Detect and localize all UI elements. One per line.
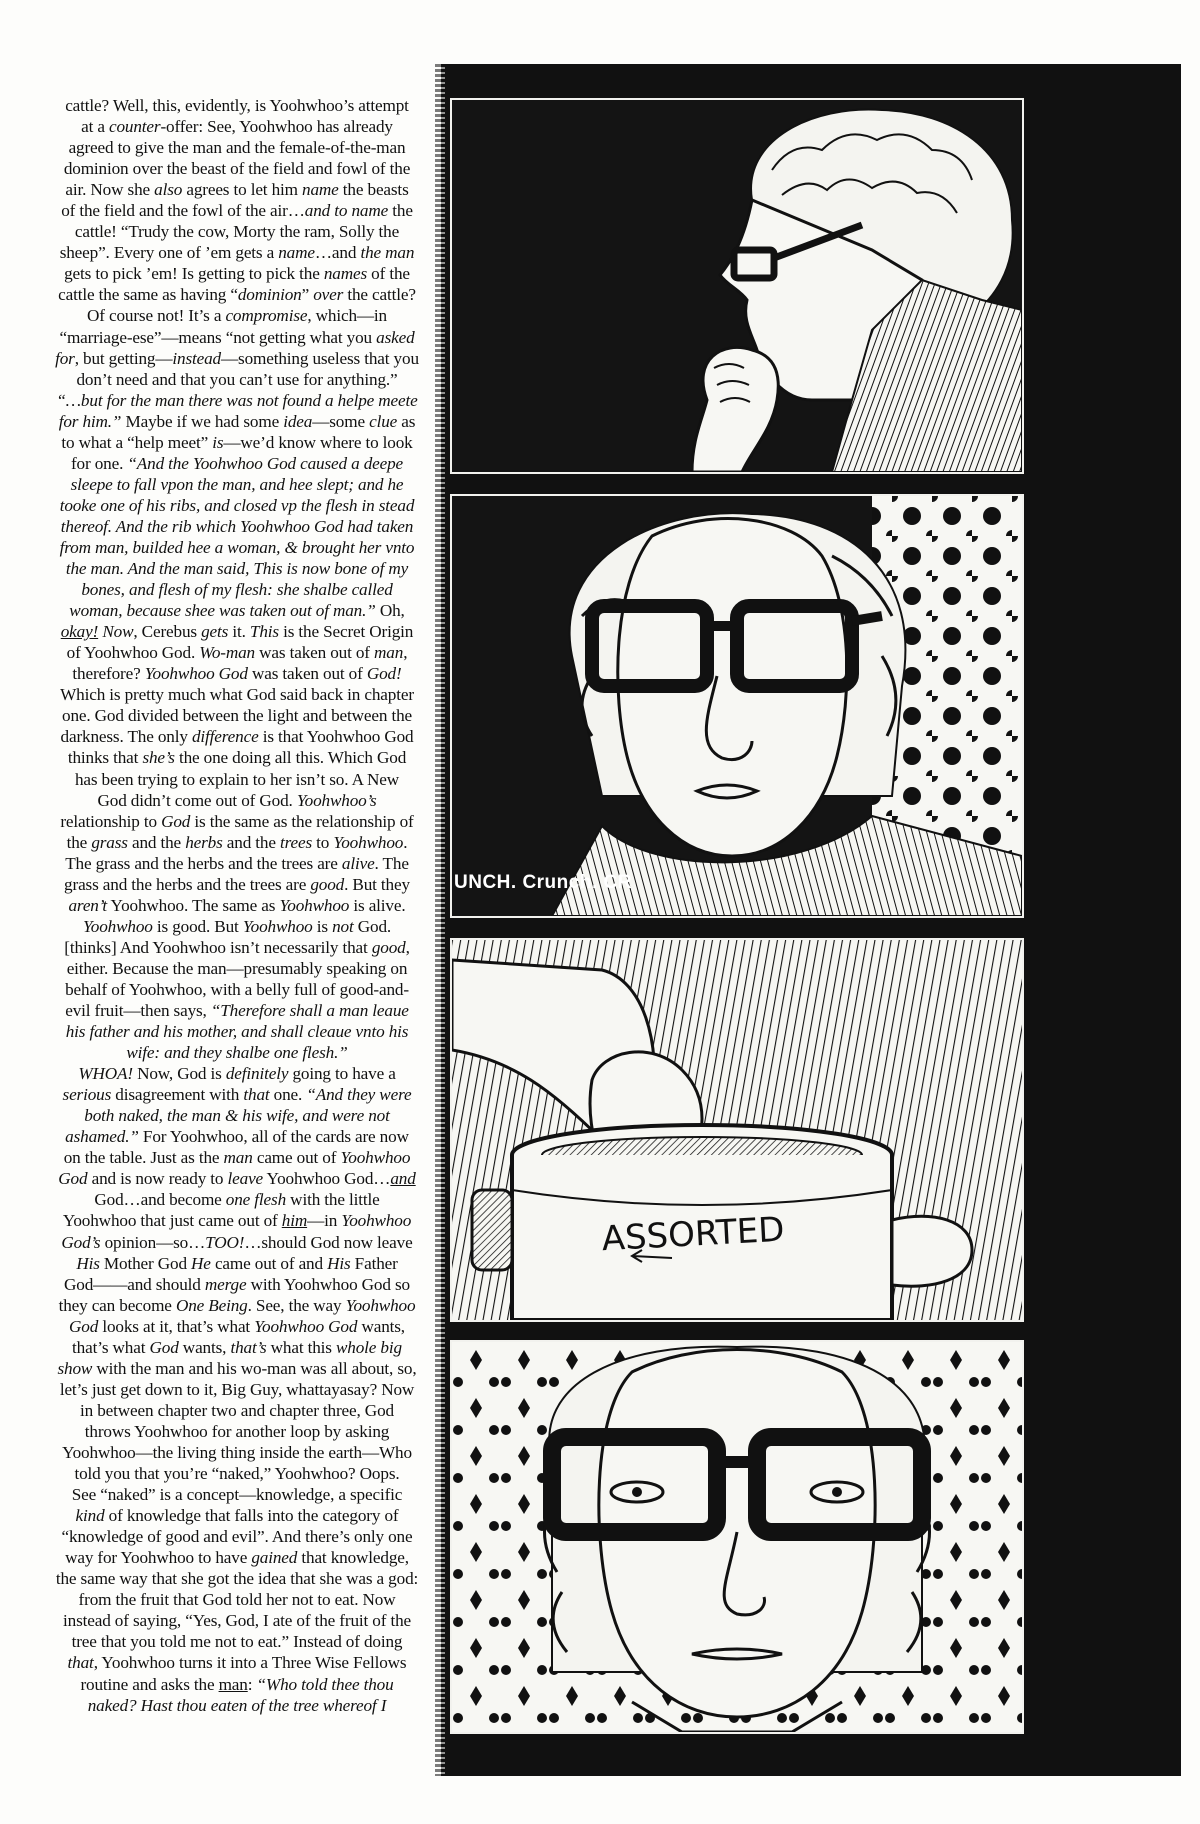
prose-italic: God bbox=[149, 1337, 179, 1357]
prose-italic: God bbox=[58, 1169, 88, 1189]
prose-line bbox=[36, 1526, 438, 1547]
prose-italic: counter bbox=[108, 117, 161, 137]
prose-text: Yoohwhoo—the living thing inside the earth—Who bbox=[62, 1443, 412, 1462]
prose-text: in between chapter two and chapter three, God bbox=[80, 1400, 394, 1420]
prose-text: with the little bbox=[286, 1190, 380, 1210]
prose-text: cattle the same as having “ bbox=[58, 285, 238, 305]
prose-line bbox=[36, 1295, 438, 1316]
prose-text: instead of saying, “Yes, God, I ate of the fruit of the bbox=[63, 1611, 411, 1631]
prose-text: was taken out of bbox=[255, 643, 375, 663]
prose-line bbox=[36, 158, 438, 179]
prose-text: don’t need and that you can’t use for anything.” bbox=[76, 369, 398, 389]
prose-text: See “naked” is a concept—knowledge, a specific bbox=[71, 1485, 403, 1505]
prose-line bbox=[36, 1063, 438, 1084]
prose-italic: both naked, the man & his wife, and were not bbox=[84, 1106, 390, 1126]
prose-italic: man bbox=[374, 643, 404, 663]
prose-text: . But they bbox=[344, 874, 410, 894]
prose-text: grass and the herbs and the trees are bbox=[64, 874, 311, 894]
prose-line bbox=[36, 1105, 438, 1126]
prose-italic: Yoohwhoo God bbox=[144, 664, 248, 684]
prose-italic: bones, and flesh of my flesh: she shalbe called bbox=[81, 580, 393, 600]
prose-text: the same way that she got the idea that she was a god: bbox=[55, 1569, 419, 1589]
prose-line bbox=[36, 369, 438, 390]
prose-italic: for him.” bbox=[58, 411, 122, 431]
prose-text: tree that you told me not to eat.” Instead of doing bbox=[71, 1632, 403, 1652]
prose-italic: alive bbox=[341, 853, 375, 873]
prose-italic: serious bbox=[62, 1085, 112, 1105]
prose-italic: God bbox=[69, 1316, 99, 1336]
prose-italic: wife: and they shalbe one flesh.” bbox=[126, 1043, 348, 1063]
prose-text: one. bbox=[269, 1085, 307, 1105]
prose-text: of knowledge that falls into the category of bbox=[104, 1506, 399, 1526]
prose-text: —something useless that you bbox=[221, 348, 419, 368]
prose-line bbox=[36, 1337, 438, 1358]
prose-italic: show bbox=[57, 1358, 93, 1378]
prose-text: cattle? Well, this, evidently, is Yoohwhoo’s attempt bbox=[65, 96, 409, 115]
prose-italic: is bbox=[212, 432, 224, 452]
prose-italic: aren’t bbox=[68, 895, 108, 915]
prose-text: —we’d know where to look bbox=[223, 432, 413, 452]
prose-text: Yoohwhoo that just came out of bbox=[62, 1211, 282, 1231]
prose-italic: WHOA! bbox=[78, 1064, 133, 1084]
prose-line bbox=[36, 1631, 438, 1652]
prose-italic: God! bbox=[366, 664, 402, 684]
prose-line bbox=[36, 1400, 438, 1421]
prose-line bbox=[36, 221, 438, 242]
prose-text: Yoohwhoo God… bbox=[263, 1169, 391, 1189]
prose-italic: God’s bbox=[61, 1232, 101, 1252]
prose-text: Which is pretty much what God said back in chapter bbox=[60, 685, 414, 705]
prose-italic: difference bbox=[191, 727, 259, 747]
prose-line bbox=[36, 579, 438, 600]
prose-text: opinion—so… bbox=[100, 1232, 206, 1252]
prose-line bbox=[36, 1505, 438, 1526]
prose-text: it. bbox=[228, 622, 250, 642]
prose-italic: Yoohwhoo bbox=[242, 916, 313, 936]
prose-text: from the fruit that God told her not to eat. Now bbox=[78, 1590, 396, 1610]
prose-italic: name bbox=[302, 180, 339, 200]
front-face-staring-drawing bbox=[452, 1342, 1022, 1732]
prose-text: is bbox=[312, 916, 333, 936]
prose-italic: “And they were bbox=[306, 1085, 412, 1105]
prose-line bbox=[36, 95, 438, 116]
prose-italic: one flesh bbox=[225, 1190, 287, 1210]
prose-line bbox=[36, 1316, 438, 1337]
prose-italic: Yoohwhoo bbox=[279, 895, 350, 915]
prose-line bbox=[36, 1189, 438, 1210]
prose-line bbox=[36, 242, 438, 263]
prose-italic: kind bbox=[75, 1506, 105, 1526]
prose-text: , Yoohwhoo turns it into a Three Wise Fellows bbox=[93, 1653, 407, 1673]
prose-text: ” bbox=[301, 285, 314, 305]
prose-text: disagreement with bbox=[111, 1085, 244, 1105]
prose-italic: and to name bbox=[304, 201, 389, 221]
prose-italic: Wo-man bbox=[199, 643, 256, 663]
prose-text: came out of bbox=[252, 1148, 341, 1168]
prose-text: is the Secret Origin bbox=[278, 622, 414, 642]
prose-italic: Yoohwhoo bbox=[345, 1295, 416, 1315]
prose-italic: trees bbox=[280, 832, 313, 852]
prose-line bbox=[36, 284, 438, 305]
prose-line bbox=[36, 874, 438, 895]
prose-line bbox=[36, 263, 438, 284]
prose-italic: compromise bbox=[225, 306, 308, 326]
prose-line bbox=[36, 811, 438, 832]
prose-line bbox=[36, 1568, 438, 1589]
prose-italic: that bbox=[67, 1653, 94, 1673]
prose-text: to bbox=[312, 832, 334, 852]
prose-text: let’s just get down to it, Big Guy, whattayasay? Now bbox=[59, 1379, 415, 1399]
prose-text: God. bbox=[353, 916, 392, 936]
prose-italic: leave bbox=[227, 1169, 264, 1189]
prose-italic: not bbox=[332, 916, 354, 936]
prose-text: —in bbox=[307, 1211, 342, 1231]
prose-italic: definitely bbox=[225, 1064, 289, 1084]
prose-text: air. Now she bbox=[65, 180, 155, 200]
prose-line bbox=[36, 1484, 438, 1505]
prose-line bbox=[36, 979, 438, 1000]
prose-text: cattle! “Trudy the cow, Morty the ram, Solly the bbox=[74, 222, 400, 242]
prose-line bbox=[36, 411, 438, 432]
prose-text: Yoohwhoo. The same as bbox=[107, 895, 280, 915]
prose-text: : bbox=[247, 1674, 257, 1694]
panel-hand-in-jar bbox=[450, 938, 1024, 1322]
prose-line bbox=[36, 1000, 438, 1021]
prose-italic: over bbox=[313, 285, 344, 305]
prose-italic: that’s bbox=[230, 1337, 267, 1357]
prose-italic: Now bbox=[102, 622, 134, 642]
prose-text: God didn’t come out of God. bbox=[97, 790, 297, 810]
prose-text: and the bbox=[222, 832, 280, 852]
prose-line bbox=[36, 474, 438, 495]
prose-text: evil fruit—then says, bbox=[65, 1001, 211, 1021]
prose-text: therefore? bbox=[72, 664, 145, 684]
panel-profile-biting-nails bbox=[450, 98, 1024, 474]
prose-italic: naked? Hast thou eaten of the tree whereof I bbox=[87, 1695, 387, 1715]
prose-line bbox=[36, 621, 438, 642]
prose-text: on the table. Just as the bbox=[63, 1148, 224, 1168]
prose-italic: that bbox=[243, 1085, 270, 1105]
prose-line bbox=[36, 705, 438, 726]
prose-text: , but getting— bbox=[74, 348, 173, 368]
prose-text: of the bbox=[367, 264, 410, 284]
prose-line bbox=[36, 663, 438, 684]
prose-line bbox=[36, 1021, 438, 1042]
prose-text: , Cerebus bbox=[133, 622, 202, 642]
prose-text: agreed to give the man and the female-of-the-man bbox=[68, 138, 406, 158]
prose-line bbox=[36, 327, 438, 348]
prose-italic: Yoohwhoo bbox=[340, 1148, 411, 1168]
prose-italic-underline: him bbox=[281, 1211, 308, 1231]
prose-text: the bbox=[66, 832, 92, 852]
prose-text: -offer: See, Yoohwhoo has already bbox=[160, 117, 393, 137]
prose-text: that knowledge, bbox=[297, 1548, 409, 1568]
prose-line bbox=[36, 1126, 438, 1147]
prose-italic: Yoohwhoo God bbox=[254, 1316, 358, 1336]
prose-line bbox=[36, 600, 438, 621]
prose-text: the cattle? bbox=[343, 285, 416, 305]
prose-line bbox=[36, 1232, 438, 1253]
prose-text: to what a “help meet” bbox=[61, 432, 213, 452]
prose-line bbox=[36, 1147, 438, 1168]
prose-text: …should God now leave bbox=[244, 1232, 413, 1252]
prose-text: , bbox=[405, 937, 410, 957]
prose-text: throws Yoohwhoo for another loop by asking bbox=[84, 1421, 390, 1441]
prose-line bbox=[36, 390, 438, 411]
prose-line bbox=[36, 1042, 438, 1063]
prose-text: agrees to let him bbox=[182, 180, 303, 200]
prose-text: for one. bbox=[70, 453, 128, 473]
prose-text: Oh, bbox=[375, 601, 405, 621]
prose-text: of Yoohwhoo God. bbox=[66, 643, 200, 663]
prose-line bbox=[36, 200, 438, 221]
prose-line bbox=[36, 1274, 438, 1295]
prose-text: sheep”. Every one of ’em gets a bbox=[59, 243, 279, 263]
prose-text: behalf of Yoohwhoo, with a belly full of good-and- bbox=[65, 979, 409, 999]
prose-italic: “Who told thee thou bbox=[256, 1674, 394, 1694]
prose-italic: “…but for the man there was not found a helpe meete bbox=[56, 390, 418, 410]
prose-line bbox=[36, 537, 438, 558]
prose-line bbox=[36, 137, 438, 158]
prose-line bbox=[36, 769, 438, 790]
prose-line bbox=[36, 747, 438, 768]
prose-text: the one doing all this. Which God bbox=[174, 748, 407, 768]
profile-biting-nails-drawing bbox=[452, 100, 1022, 472]
prose-italic-underline: and bbox=[390, 1169, 416, 1189]
prose-text: , which—in bbox=[307, 306, 387, 326]
prose-italic: the man bbox=[360, 243, 415, 263]
prose-text: and the bbox=[127, 832, 186, 852]
prose-italic: man bbox=[223, 1148, 253, 1168]
prose-line bbox=[36, 1210, 438, 1231]
prose-italic: tooke one of his ribs, and closed vp the flesh in stead bbox=[59, 495, 415, 515]
prose-italic: gets bbox=[201, 622, 229, 642]
prose-line bbox=[36, 1442, 438, 1463]
prose-text: relationship to bbox=[60, 811, 162, 831]
prose-line bbox=[36, 1168, 438, 1189]
prose-italic: ashamed.” bbox=[65, 1127, 139, 1147]
prose-line bbox=[36, 348, 438, 369]
jar-label: ASSORTED bbox=[600, 1209, 786, 1260]
prose-italic: she’s bbox=[142, 748, 175, 768]
prose-text: Maybe if we had some bbox=[121, 411, 284, 431]
prose-text: darkness. The only bbox=[60, 727, 192, 747]
prose-text: “knowledge of good and evil”. And there’s only one bbox=[61, 1527, 413, 1547]
prose-line bbox=[36, 1695, 438, 1716]
prose-text: one. God divided between the light and between the bbox=[62, 706, 412, 726]
prose-line bbox=[36, 495, 438, 516]
prose-text: . The bbox=[374, 853, 409, 873]
prose-line bbox=[36, 1253, 438, 1274]
prose-italic: instead bbox=[172, 348, 221, 368]
prose-italic: herbs bbox=[185, 832, 223, 852]
prose-text: with Yoohwhoo God so bbox=[246, 1274, 410, 1294]
prose-text: dominion over the beast of the field and fowl of the bbox=[63, 159, 411, 179]
prose-line bbox=[36, 453, 438, 474]
prose-text: the beasts bbox=[338, 180, 409, 200]
prose-text: the bbox=[388, 201, 413, 221]
prose-text: way for Yoohwhoo to have bbox=[65, 1548, 252, 1568]
prose-italic: His bbox=[327, 1253, 351, 1273]
prose-italic: Yoohwhoo bbox=[341, 1211, 412, 1231]
prose-text: . bbox=[403, 832, 408, 852]
prose-text: God——and should bbox=[64, 1274, 205, 1294]
sound-effect: UNCH. Crunch. CR bbox=[454, 872, 632, 893]
prose-italic: One Being bbox=[175, 1295, 248, 1315]
prose-italic: woman, because shee was taken out of man.” bbox=[69, 601, 376, 621]
prose-text: wants, bbox=[357, 1316, 405, 1336]
prose-text: was taken out of bbox=[247, 664, 367, 684]
prose-italic: good bbox=[310, 874, 345, 894]
prose-text: gets to pick ’em! Is getting to pick the bbox=[64, 264, 324, 284]
prose-text: —some bbox=[312, 411, 370, 431]
prose-column bbox=[36, 95, 438, 1716]
prose-italic: “And the Yoohwhoo God caused a deepe bbox=[127, 453, 404, 473]
panel-front-face-staring bbox=[450, 1340, 1024, 1734]
prose-text: wants, bbox=[178, 1337, 231, 1357]
prose-line bbox=[36, 1547, 438, 1568]
prose-line bbox=[36, 958, 438, 979]
prose-text: , bbox=[403, 643, 408, 663]
prose-text: as bbox=[397, 411, 416, 431]
prose-italic: TOO! bbox=[205, 1232, 245, 1252]
prose-underline: man bbox=[218, 1674, 248, 1694]
prose-italic-underline: okay! bbox=[60, 622, 99, 642]
prose-italic: His bbox=[76, 1253, 100, 1273]
prose-italic: also bbox=[154, 180, 183, 200]
prose-italic: idea bbox=[283, 411, 313, 431]
prose-text: is that Yoohwhoo God bbox=[258, 727, 414, 747]
prose-italic: He bbox=[191, 1253, 211, 1273]
prose-text: Of course not! It’s a bbox=[86, 306, 226, 326]
prose-italic: God bbox=[161, 811, 191, 831]
prose-italic: the man. And the man said, This is now bone of my bbox=[65, 559, 409, 579]
prose-text: of the field and the fowl of the air… bbox=[61, 201, 305, 221]
prose-text: is alive. bbox=[349, 895, 406, 915]
prose-text: they can become bbox=[58, 1295, 176, 1315]
prose-text: told you that you’re “naked,” Yoohwhoo? Oops. bbox=[74, 1464, 400, 1484]
prose-italic: clue bbox=[369, 411, 398, 431]
prose-text: “marriage-ese”—means “not getting what you bbox=[59, 327, 377, 347]
prose-italic: “Therefore shall a man leaue bbox=[210, 1001, 409, 1021]
prose-line bbox=[36, 1463, 438, 1484]
prose-text: that’s what bbox=[72, 1337, 150, 1357]
prose-italic: dominion bbox=[237, 285, 302, 305]
prose-italic: good bbox=[371, 937, 406, 957]
prose-line bbox=[36, 642, 438, 663]
prose-line bbox=[36, 726, 438, 747]
prose-text: Now, God is bbox=[132, 1064, 226, 1084]
prose-line bbox=[36, 432, 438, 453]
comic-strip bbox=[441, 64, 1181, 1776]
prose-text: with the man and his wo-man was all about, so, bbox=[92, 1358, 417, 1378]
prose-italic: from man, builded hee a woman, & brought her vnto bbox=[59, 537, 415, 557]
prose-text: and is now ready to bbox=[87, 1169, 228, 1189]
prose-text: God…and become bbox=[94, 1190, 226, 1210]
prose-italic: Yoohwhoo bbox=[333, 832, 404, 852]
prose-text: [thinks] And Yoohwhoo isn’t necessarily that bbox=[64, 937, 372, 957]
prose-text: what this bbox=[266, 1337, 336, 1357]
prose-line bbox=[36, 179, 438, 200]
prose-text: is good. But bbox=[152, 916, 243, 936]
prose-italic: his father and his mother, and shall cleaue vnto his bbox=[65, 1022, 409, 1042]
prose-italic: Yoohwhoo’s bbox=[296, 790, 377, 810]
panel-front-face-chewing bbox=[450, 494, 1024, 918]
prose-line bbox=[36, 1674, 438, 1695]
prose-line bbox=[36, 516, 438, 537]
prose-line bbox=[36, 790, 438, 811]
prose-italic: whole big bbox=[335, 1337, 402, 1357]
prose-text: at a bbox=[81, 117, 109, 137]
prose-italic: name bbox=[278, 243, 315, 263]
front-face-chewing-drawing bbox=[452, 496, 1022, 916]
prose-text: came out of and bbox=[210, 1253, 328, 1273]
prose-line bbox=[36, 1421, 438, 1442]
prose-text: is the same as the relationship of bbox=[190, 811, 414, 831]
prose-line bbox=[36, 558, 438, 579]
prose-line bbox=[36, 305, 438, 326]
prose-line bbox=[36, 1379, 438, 1400]
prose-text: …and bbox=[314, 243, 361, 263]
hand-in-jar-drawing bbox=[452, 940, 1022, 1320]
prose-line bbox=[36, 853, 438, 874]
prose-italic: merge bbox=[204, 1274, 247, 1294]
prose-line bbox=[36, 1589, 438, 1610]
prose-line bbox=[36, 116, 438, 137]
prose-line bbox=[36, 895, 438, 916]
prose-text: The grass and the herbs and the trees are bbox=[65, 853, 342, 873]
prose-line bbox=[36, 684, 438, 705]
prose-italic: thereof. And the rib which Yoohwhoo God had taken bbox=[60, 516, 414, 536]
prose-line bbox=[36, 832, 438, 853]
prose-italic: asked bbox=[376, 327, 415, 347]
prose-italic: gained bbox=[251, 1548, 298, 1568]
prose-text: For Yoohwhoo, all of the cards are now bbox=[138, 1127, 409, 1147]
prose-line bbox=[36, 916, 438, 937]
prose-line bbox=[36, 937, 438, 958]
prose-italic: grass bbox=[91, 832, 128, 852]
prose-italic: This bbox=[249, 622, 279, 642]
prose-text: . See, the way bbox=[247, 1295, 346, 1315]
prose-text: thinks that bbox=[67, 748, 143, 768]
prose-line bbox=[36, 1358, 438, 1379]
prose-text: has been trying to explain to her isn’t so. A New bbox=[74, 769, 400, 789]
prose-italic: names bbox=[323, 264, 368, 284]
prose-italic: Yoohwhoo bbox=[82, 916, 153, 936]
prose-line bbox=[36, 1652, 438, 1673]
prose-text: routine and asks the bbox=[80, 1674, 219, 1694]
prose-italic: sleepe to fall vpon the man, and hee slept; and he bbox=[70, 474, 404, 494]
prose-text: looks at it, that’s what bbox=[98, 1316, 255, 1336]
prose-text: Mother God bbox=[99, 1253, 192, 1273]
prose-text: either. Because the man—presumably speaking on bbox=[66, 958, 408, 978]
prose-line bbox=[36, 1610, 438, 1631]
prose-text: going to have a bbox=[288, 1064, 396, 1084]
prose-line bbox=[36, 1084, 438, 1105]
prose-italic: for bbox=[55, 348, 75, 368]
prose-text: Father bbox=[350, 1253, 398, 1273]
